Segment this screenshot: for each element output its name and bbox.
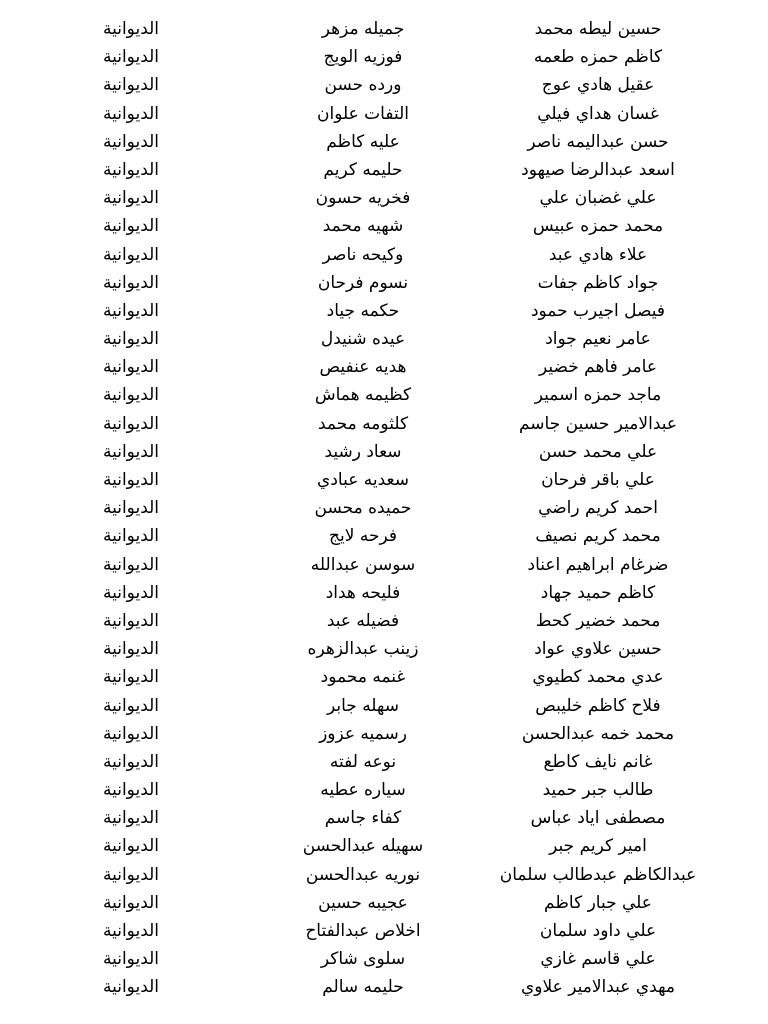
list-item: [0, 551, 768, 579]
full-name: علي داود سلمان: [539, 921, 657, 941]
list-item: [0, 43, 768, 71]
list-item: [0, 241, 768, 269]
mother-name: وكيحه ناصر: [322, 244, 404, 265]
province-name: الديوانية: [102, 357, 160, 378]
province-name: الديوانية: [102, 582, 160, 603]
full-name: عامر نعيم جواد: [545, 329, 651, 350]
mother-name: عليه كاظم: [326, 131, 400, 152]
province-name: الديوانية: [102, 188, 160, 209]
mother-name: حميده محسن: [314, 498, 412, 519]
list-item: [0, 692, 768, 720]
province-name: الديوانية: [102, 780, 160, 801]
mother-name: كظيمه هماش: [314, 385, 412, 406]
mother-name: نوريه عبدالحسن: [305, 864, 421, 885]
list-item: [0, 438, 768, 466]
mother-name: سعديه عبادي: [317, 470, 409, 490]
full-name: عبدالكاظم عبدطالب سلمان: [499, 864, 697, 885]
mother-name: فضيله عبد: [326, 610, 400, 631]
full-name: امير كريم جبر: [549, 836, 647, 857]
mother-name: حليمه سالم: [322, 977, 404, 998]
list-item: [0, 269, 768, 297]
province-name: الديوانية: [102, 19, 160, 39]
mother-name: سهيله عبدالحسن: [302, 836, 424, 857]
list-item: [0, 832, 768, 860]
full-name: غسان هداي فيلي: [537, 103, 659, 124]
full-name: اسعد عبدالرضا صيهود: [521, 159, 675, 180]
full-name: جواد كاظم جفات: [537, 272, 659, 293]
province-name: الديوانية: [102, 47, 160, 68]
full-name: ماجد حمزه اسمير: [534, 385, 662, 406]
list-item: [0, 748, 768, 776]
list-item: [0, 15, 768, 43]
province-name: الديوانية: [102, 75, 160, 96]
list-item: [0, 804, 768, 832]
full-name: علي محمد حسن: [538, 441, 658, 462]
full-name: علي غضبان علي: [539, 188, 657, 209]
province-name: الديوانية: [102, 244, 160, 265]
full-name: عامر فاهم خضير: [539, 357, 657, 378]
full-name: ضرغام ابراهيم اعناد: [527, 554, 669, 575]
mother-name: ورده حسن: [324, 75, 402, 96]
list-item: [0, 156, 768, 184]
list-item: [0, 945, 768, 973]
province-name: الديوانية: [102, 526, 160, 547]
list-item: [0, 100, 768, 128]
full-name: مهدي عبدالامير علاوي: [520, 977, 676, 998]
full-name: عدي محمد كطيوي: [532, 667, 664, 688]
full-name: مصطفى اياد عباس: [530, 808, 666, 829]
full-name: علي قاسم غازي: [540, 949, 656, 970]
list-item: [0, 71, 768, 99]
province-name: الديوانية: [102, 498, 160, 519]
province-name: الديوانية: [102, 103, 160, 124]
mother-name: عيده شنيدل: [320, 329, 406, 350]
mother-name: نسوم فرحان: [317, 272, 409, 293]
list-item: [0, 973, 768, 1001]
mother-name: سياره عطيه: [320, 780, 406, 801]
mother-name: فخريه حسون: [315, 188, 411, 209]
full-name: كاظم حمزه طعمه: [533, 47, 663, 68]
list-item: [0, 297, 768, 325]
mother-name: التفات علوان: [317, 103, 409, 124]
full-name: طالب جبر حميد: [542, 780, 654, 801]
mother-name: هديه عنفيص: [319, 357, 407, 378]
mother-name: رسميه عزوز: [319, 723, 407, 744]
list-item: [0, 212, 768, 240]
list-item: [0, 325, 768, 353]
full-name: احمد كريم راضي: [538, 498, 658, 519]
list-item: [0, 494, 768, 522]
province-name: الديوانية: [102, 272, 160, 293]
mother-name: سوسن عبدالله: [310, 554, 416, 575]
full-name: علي جبار كاظم: [544, 892, 652, 913]
full-name: عقيل هادي عوج: [541, 75, 655, 96]
full-name: غانم نايف كاطع: [543, 751, 653, 772]
province-name: الديوانية: [102, 949, 160, 970]
full-name: حسين ليطه محمد: [534, 19, 662, 39]
mother-name: فرحه لايج: [329, 526, 397, 547]
mother-name: اخلاص عبدالفتاح: [305, 921, 421, 941]
full-name: محمد حمزه عبيس: [532, 216, 664, 237]
list-item: [0, 466, 768, 494]
list-item: [0, 720, 768, 748]
mother-name: غنمه محمود: [320, 667, 406, 688]
mother-name: كلثومه محمد: [317, 413, 409, 434]
mother-name: فليحه هداد: [325, 582, 401, 603]
province-name: الديوانية: [102, 159, 160, 180]
province-name: الديوانية: [102, 131, 160, 152]
mother-name: حكمه جياد: [326, 300, 400, 321]
list-item: [0, 663, 768, 691]
full-name: محمد خضير كحط: [535, 610, 661, 631]
mother-name: نوعه لفته: [329, 751, 397, 772]
province-name: الديوانية: [102, 808, 160, 829]
mother-name: عجيبه حسين: [318, 892, 408, 913]
list-item: [0, 917, 768, 945]
full-name: حسين علاوي عواد: [534, 639, 662, 660]
province-name: الديوانية: [102, 385, 160, 406]
full-name: عبدالامير حسين جاسم: [518, 413, 678, 434]
province-name: الديوانية: [102, 610, 160, 631]
province-name: الديوانية: [102, 667, 160, 688]
mother-name: فوزيه الويج: [323, 47, 403, 68]
province-name: الديوانية: [102, 216, 160, 237]
full-name: حسن عبداليمه ناصر: [527, 131, 669, 152]
list-item: [0, 522, 768, 550]
province-name: الديوانية: [102, 892, 160, 913]
list-item: [0, 635, 768, 663]
mother-name: جميله مزهر: [321, 19, 405, 39]
list-item: [0, 353, 768, 381]
list-item: [0, 776, 768, 804]
full-name: كاظم حميد جهاد: [540, 582, 656, 603]
mother-name: شهيه محمد: [322, 216, 404, 237]
mother-name: سهله جابر: [326, 695, 400, 716]
list-item: [0, 607, 768, 635]
mother-name: سلوى شاكر: [320, 949, 406, 970]
province-name: الديوانية: [102, 300, 160, 321]
province-name: الديوانية: [102, 723, 160, 744]
province-name: الديوانية: [102, 864, 160, 885]
mother-name: سعاد رشيد: [324, 441, 402, 462]
mother-name: كفاء جاسم: [324, 808, 402, 829]
province-name: الديوانية: [102, 413, 160, 434]
province-name: الديوانية: [102, 751, 160, 772]
mother-name: حليمه كريم: [323, 159, 403, 180]
mother-name: زينب عبدالزهره: [307, 639, 419, 660]
full-name: فلاح كاظم خليبص: [535, 695, 661, 716]
list-item: [0, 410, 768, 438]
list-item: [0, 128, 768, 156]
province-name: الديوانية: [102, 836, 160, 857]
list-item: [0, 579, 768, 607]
province-name: الديوانية: [102, 441, 160, 462]
full-name: محمد خمه عبدالحسن: [521, 723, 675, 744]
province-name: الديوانية: [102, 329, 160, 350]
province-name: الديوانية: [102, 639, 160, 660]
names-list: [0, 15, 768, 1002]
province-name: الديوانية: [102, 470, 160, 490]
province-name: الديوانية: [102, 921, 160, 941]
province-name: الديوانية: [102, 695, 160, 716]
full-name: فيصل اجيرب حمود: [530, 300, 666, 321]
list-item: [0, 889, 768, 917]
full-name: علاء هادي عبد: [548, 244, 648, 265]
list-item: [0, 861, 768, 889]
list-item: [0, 381, 768, 409]
full-name: محمد كريم نصيف: [535, 526, 661, 547]
province-name: الديوانية: [102, 554, 160, 575]
full-name: علي باقر فرحان: [541, 470, 655, 490]
province-name: الديوانية: [102, 977, 160, 998]
list-item: [0, 184, 768, 212]
